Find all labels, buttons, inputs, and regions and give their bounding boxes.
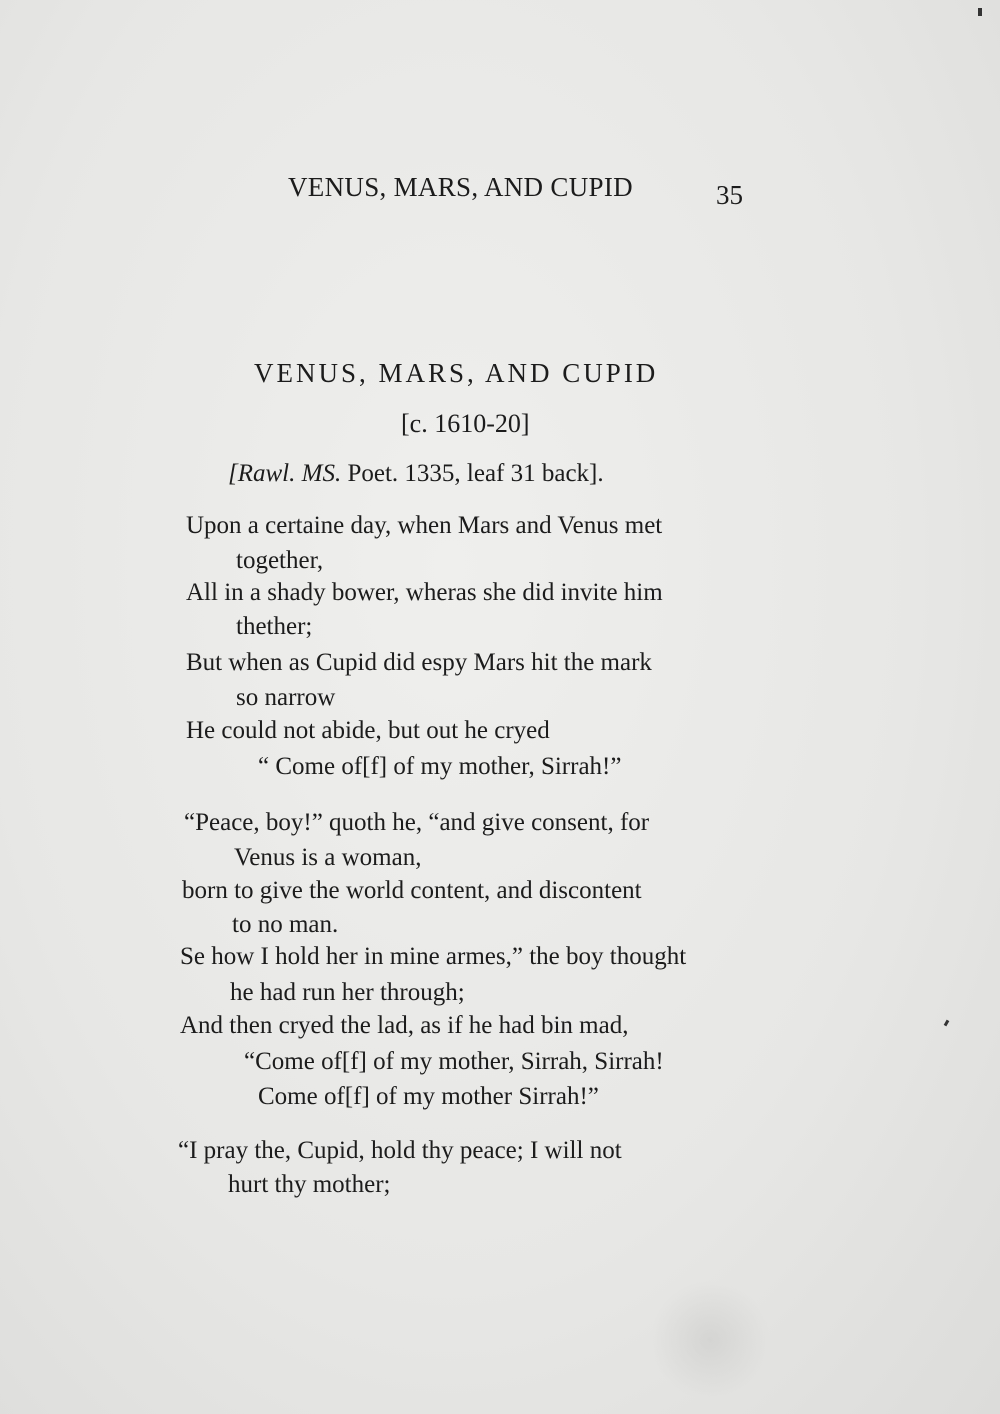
verse-line: Venus is a woman, [234,844,422,871]
verse-line: And then cryed the lad, as if he had bin mad, [180,1012,629,1039]
source-details: Poet. 1335, leaf 31 back]. [341,460,604,487]
verse-line: together, [236,547,324,574]
verse-line: “Peace, boy!” quoth he, “and give consent, for [184,809,650,836]
manuscript-name: [Rawl. MS. [228,460,342,487]
verse-line: Come of[f] of my mother Sirrah!” [258,1083,599,1110]
poem-title: VENUS, MARS, AND CUPID [254,358,659,388]
verse-line: All in a shady bower, wheras she did invite him [186,579,663,606]
source-citation [228,460,604,488]
verse-line: Upon a certaine day, when Mars and Venus met [186,512,663,539]
verse-line: he had run her through; [230,979,465,1006]
verse-line: “ Come of[f] of my mother, Sirrah!” [258,753,622,780]
poem-date: [c. 1610-20] [401,409,530,438]
verse-line: “Come of[f] of my mother, Sirrah, Sirrah! [244,1048,664,1075]
paper-stain [650,1280,770,1400]
running-title: VENUS, MARS, AND CUPID [288,172,633,202]
verse-line: born to give the world content, and discontent [182,877,642,904]
verse-line: Se how I hold her in mine armes,” the boy thought [180,943,687,970]
verse-line: hurt thy mother; [228,1171,391,1198]
page-number: 35 [716,180,743,210]
verse-line: so narrow [236,684,336,711]
verse-line: He could not abide, but out he cryed [186,717,550,744]
edge-speck [978,8,982,16]
verse-line: to no man. [232,911,339,938]
ink-speck [944,1020,950,1027]
verse-line: But when as Cupid did espy Mars hit the mark [186,649,652,676]
verse-line: “I pray the, Cupid, hold thy peace; I will not [178,1137,622,1164]
verse-line: thether; [236,613,313,640]
